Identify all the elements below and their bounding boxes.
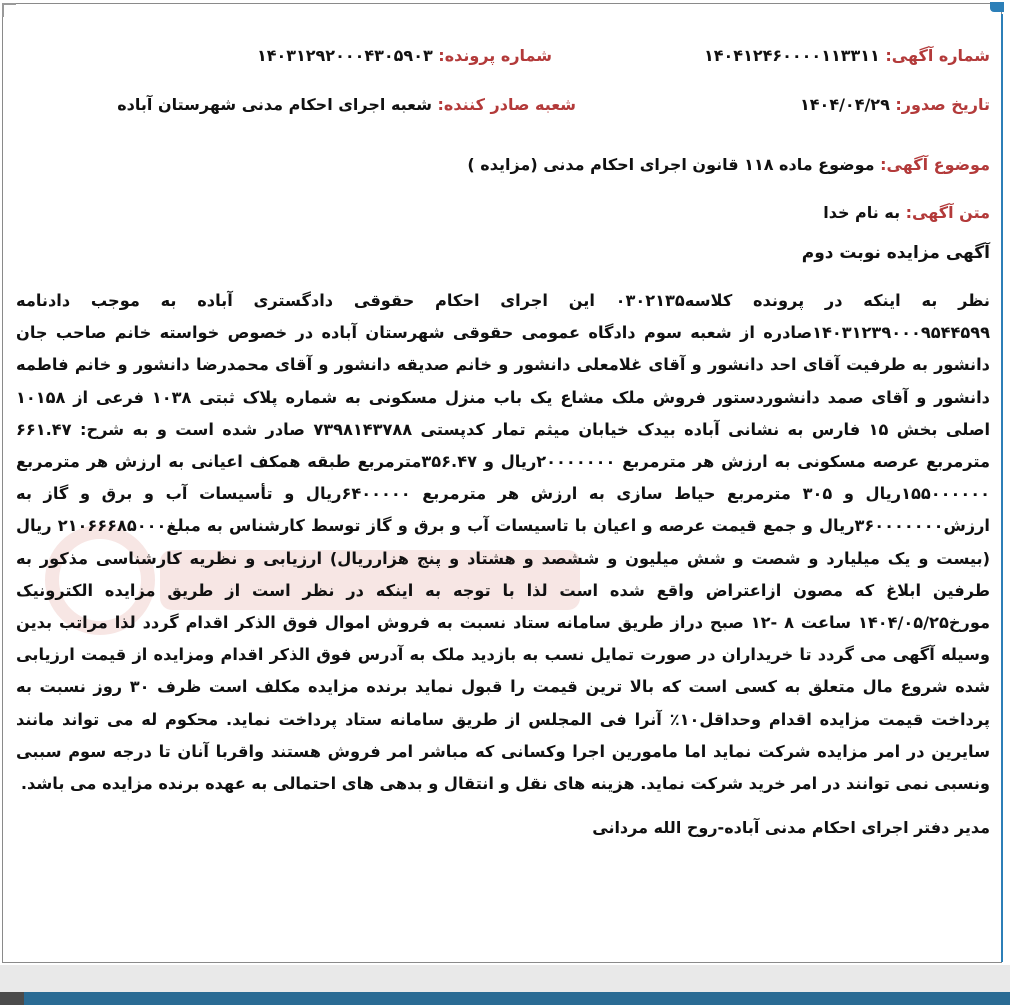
frame-corner-left xyxy=(2,3,16,17)
notice-signature: مدیر دفتر اجرای احکام مدنی آباده-روح الله مردانی xyxy=(592,818,990,837)
issuer-label: شعبه صادر کننده: xyxy=(437,95,576,114)
bottom-accent-bar xyxy=(0,992,1010,1005)
subject xyxy=(467,155,990,174)
ad-number xyxy=(704,46,990,65)
case-number-label: شماره پرونده: xyxy=(438,46,552,65)
ad-number-value: ۱۴۰۴۱۲۴۶۰۰۰۰۱۱۳۳۱۱ xyxy=(704,46,880,65)
notice-title: آگهی مزایده نوبت دوم xyxy=(801,243,990,263)
ad-number-label: شماره آگهی: xyxy=(885,46,990,65)
issue-date-label: تاریخ صدور: xyxy=(895,95,990,114)
bottom-strip xyxy=(0,965,1010,992)
notice-text-heading xyxy=(823,203,990,222)
issue-date xyxy=(800,95,990,114)
right-edge-rule xyxy=(1001,14,1003,962)
text-value: به نام خدا xyxy=(823,203,901,222)
subject-value: موضوع ماده ۱۱۸ قانون اجرای احکام مدنی (مزایده ) xyxy=(467,155,875,174)
case-number xyxy=(257,46,552,65)
notice-body: نظر به اینکه در پرونده کلاسه۰۳۰۲۱۳۵ این اجرای احکام حقوقی دادگستری آباده به موجب دادنامه ۱۴۰۳۱۲۳۹۰۰۰۹۵۴۴۵۹۹صادره از شعبه سوم دادگاه عمومی حقوقی شهرستان آباده در خصوص خواسته خانم صاحب جان دانشور به طرفیت آقای احد دانشور و آقای غلامعلی دانشور و خانم صدیقه دانشور و آقای محمدرضا دانشور و خانم فاطمه دانشور و آقای صمد دانشوردستور فروش ملک مشاع یک باب منزل مسکونی به شماره پلاک ثبتی ۱۰۳۸ فرعی از ۱۰۱۵۸ اصلی بخش ۱۵ فارس به نشانی آباده بیدک خیابان میثم تمار کدپستی ۷۳۹۸۱۴۳۷۸۸ صادر شده است و به شرح: ۶۶۱.۴۷ مترمربع عرصه مسکونی به ارزش هر مترمربع ۲۰۰۰۰۰۰۰ریال و ۳۵۶.۴۷مترمربع طبقه همکف اعیانی به ارزش هر مترمربع ۱۵۵۰۰۰۰۰۰ریال و ۳۰۵ مترمربع حیاط سازی به ارزش هر مترمربع ۶۴۰۰۰۰۰ریال و تأسیسات آب و برق و گاز به ارزش۳۶۰۰۰۰۰۰۰ریال و جمع قیمت عرصه و اعیان با تاسیسات آب و برق و گاز توسط کارشناس به مبلغ۲۱۰۶۶۶۸۵۰۰۰ ریال (بیست و یک میلیارد و شصت و شش میلیون و ششصد و هشتاد و پنج هزارریال) ارزیابی و نظریه کارشناسی مذکور به طرفین ابلاغ که مصون ازاعتراض واقع شده است لذا با توجه به اینکه در نظر است از طریق مزایده الکترونیک مورخ۱۴۰۴/۰۵/۲۵ ساعت ۸ -۱۲ صبح دراز طریق سامانه ستاد نسبت به فروش اموال فوق الذکر اقدام گردد لذا مراتب بدین وسیله آگهی می گردد تا خریداران در صورت تمایل نسب به بازدید ملک به آدرس فوق الذکر اقدام ومزایده از قیمت ارزیابی شده شروع مال متعلق به کسی است که بالا ترین قیمت را قبول نماید برنده مزایده مکلف است ظرف ۳۰ روز نسبت به پرداخت قیمت مزایده اقدام وحداقل۱۰٪ آنرا فی المجلس از طریق سامانه ستاد پرداخت نماید. محکوم له می تواند مانند سایرین در امر مزایده شرکت نماید اما مامورین اجرا وکسانی که مباشر امر فروش هستند واقربا آنان تا درجه سوم سببی ونسبی نمی توانند در امر خرید شرکت نماید. هزینه های نقل و انتقال و بدهی های احتمالی به عهده برنده مزایده می باشد. xyxy=(16,291,991,794)
issuer-value: شعبه اجرای احکام مدنی شهرستان آباده xyxy=(117,95,432,114)
issuer xyxy=(117,95,576,114)
text-label: متن آگهی: xyxy=(905,203,990,222)
issue-date-value: ۱۴۰۴/۰۴/۲۹ xyxy=(800,95,890,114)
case-number-value: ۱۴۰۳۱۲۹۲۰۰۰۴۳۰۵۹۰۳ xyxy=(256,46,433,65)
frame-corner-accent xyxy=(990,2,1004,12)
subject-label: موضوع آگهی: xyxy=(880,155,990,174)
